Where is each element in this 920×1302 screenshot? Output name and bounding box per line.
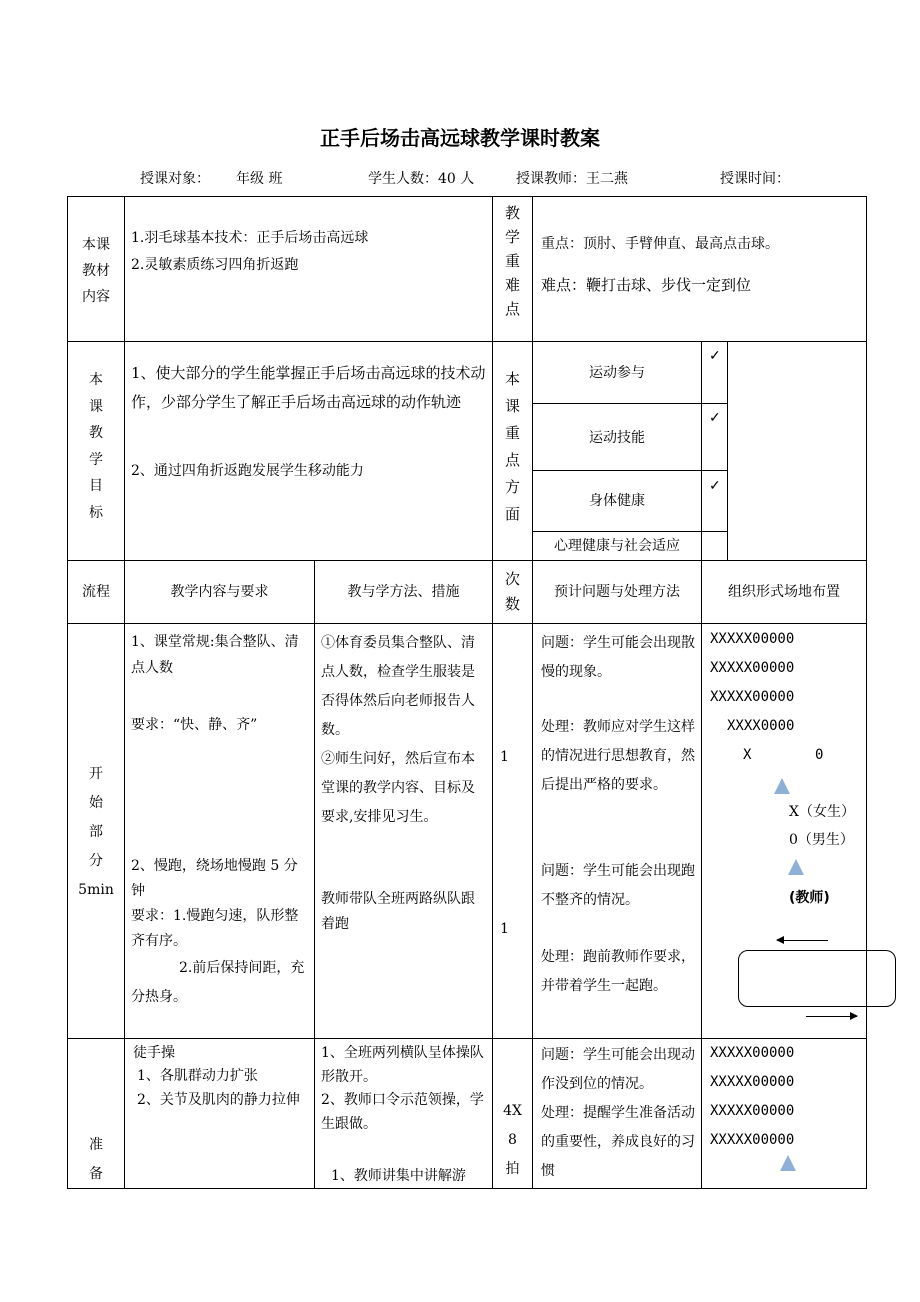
aspect-mental: 心理健康与社会适应: [554, 538, 680, 554]
check-icon: ✓: [709, 478, 721, 494]
prep-content-1: 徒手操: [133, 1045, 175, 1061]
prep-solution: 处理：提醒学生准备活动的重要性，养成良好的习惯: [541, 1105, 695, 1179]
header-times: 次 数: [504, 570, 520, 613]
formation-row: XXXXX00000: [710, 1103, 795, 1119]
start-content-5: 2.前后保持间距，充分热身。: [131, 960, 305, 1005]
formation-row: XXXX0000: [727, 718, 795, 734]
start-method-2: ②师生问好，然后宣布本堂课的教学内容、目标及要求,安排见习生。: [321, 751, 475, 825]
legend-boys: 0（男生）: [789, 832, 854, 848]
start-content-2: 要求：“快、静、齐”: [131, 717, 258, 733]
object-label: 授课对象：: [140, 171, 210, 187]
legend-girls: X（女生）: [789, 804, 855, 820]
formation-row: XXXXX00000: [710, 1132, 795, 1148]
arrow-left-icon: [777, 940, 828, 941]
formation-row: XXXXX00000: [710, 1074, 795, 1090]
start-solution-1: 处理：教师应对学生这样的情况进行思想教育，然后提出严格的要求。: [541, 719, 695, 793]
difficult-point: 难点：鞭打击球、步伐一定到位: [541, 276, 752, 294]
focus-header: 本 课 重 点 方 面: [504, 370, 520, 523]
prep-times: 4X 8 拍: [503, 1103, 522, 1177]
teacher-triangle-icon: [774, 778, 790, 794]
page-title: 正手后场击高远球教学课时教案: [320, 126, 600, 150]
prep-method-1: 1、全班两列横队呈体操队形散开。: [321, 1045, 484, 1085]
formation-row: XXXXX00000: [710, 631, 795, 647]
student-count: 学生人数：40 人: [368, 171, 475, 187]
goals-header: 本 课 教 学 目 标: [89, 372, 103, 521]
start-content-3: 2、慢跑，绕场地慢跑 5 分钟: [131, 858, 298, 899]
prep-content-2: 1、各肌群动力扩张: [137, 1068, 258, 1084]
aspect-skill: 运动技能: [589, 430, 645, 446]
keypoints-header: 教 学 重 难 点: [504, 204, 520, 318]
prep-method-2: 2、教师口令示范领操，学生跟做。: [321, 1092, 484, 1132]
content-item-2: 2.灵敏素质练习四角折返跑: [131, 257, 299, 273]
start-times-1: 1: [500, 749, 509, 765]
formation-x: X: [743, 747, 752, 763]
goal-text-2: 2、通过四角折返跑发展学生移动能力: [131, 463, 364, 479]
key-point: 重点：顶肘、手臂伸直、最高点击球。: [541, 236, 779, 252]
start-problem-2: 问题：学生可能会出现跑不整齐的情况。: [541, 863, 695, 908]
header-content: 教学内容与要求: [170, 584, 269, 600]
object-value: 年级 班: [236, 171, 283, 187]
formation-row: XXXXX00000: [710, 689, 795, 705]
legend-teacher: (教师): [789, 890, 830, 906]
content-item-1: 1.羽毛球基本技术：正手后场击高远球: [131, 230, 369, 246]
formation-o: 0: [815, 747, 824, 763]
start-problem-1: 问题：学生可能会出现散慢的现象。: [541, 635, 695, 680]
header-flow: 流程: [82, 584, 110, 600]
running-track: [738, 950, 896, 1007]
header-problems: 预计问题与处理方法: [554, 584, 680, 600]
formation-row: XXXXX00000: [710, 660, 795, 676]
time-label: 授课时间：: [720, 171, 790, 187]
header-layout: 组织形式场地布置: [728, 584, 840, 600]
aspect-participation: 运动参与: [589, 365, 645, 381]
prep-content-3: 2、关节及肌肉的静力拉伸: [137, 1092, 300, 1108]
start-method-3: 教师带队全班两路纵队跟着跑: [321, 891, 475, 932]
arrow-right-icon: [806, 1016, 857, 1017]
check-icon: ✓: [709, 348, 721, 364]
prep-method-3: 1、教师讲集中讲解游: [331, 1168, 466, 1184]
content-header: 本课 教材 内容: [82, 237, 110, 305]
header-method: 教与学方法、措施: [347, 584, 460, 600]
start-method-1: ①体育委员集合整队、清点人数，检查学生服装是否得体然后向老师报告人数。: [321, 635, 475, 738]
formation-row: XXXXX00000: [710, 1045, 795, 1061]
start-content-1: 1、课堂常规:集合整队、清点人数: [131, 634, 299, 676]
goal-text-1: 1、使大部分的学生能掌握正手后场击高远球的技术动作，少部分学生了解正手后场击高远球的动作轨迹: [131, 364, 486, 411]
aspect-health: 身体健康: [589, 493, 645, 509]
teacher-triangle-icon: [788, 859, 804, 875]
teacher-triangle-icon: [780, 1155, 796, 1171]
stage-prep: 准 备: [89, 1137, 103, 1182]
prep-problem: 问题：学生可能会出现动作没到位的情况。: [541, 1047, 695, 1092]
start-times-2: 1: [500, 921, 509, 937]
start-content-4: 要求：1.慢跑匀速，队形整齐有序。: [131, 908, 299, 949]
teacher-name: 授课教师：王二燕: [516, 171, 628, 187]
stage-start: 开 始 部 分 5min: [78, 766, 114, 898]
check-icon: ✓: [709, 410, 721, 426]
start-solution-2: 处理：跑前教师作要求，并带着学生一起跑。: [541, 949, 695, 994]
